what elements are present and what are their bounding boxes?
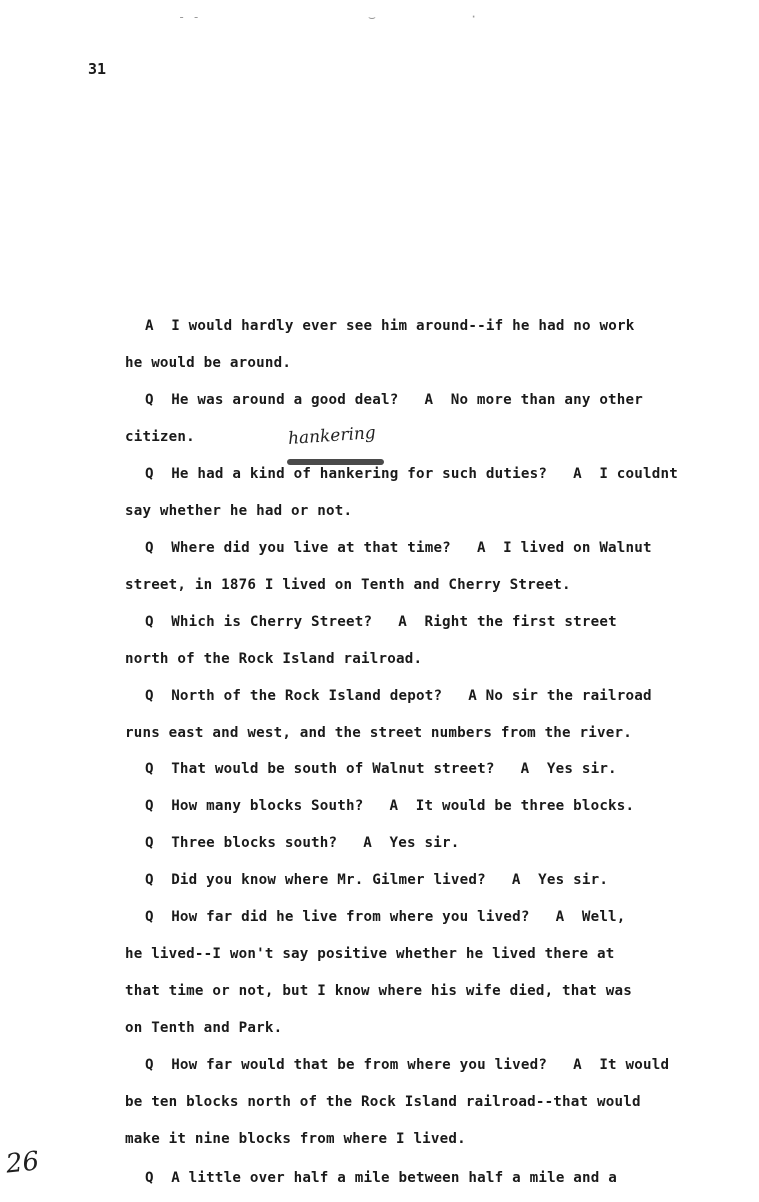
answer-text: A It would: [573, 1057, 670, 1073]
answer-text: he would be around.: [124, 355, 292, 371]
answer-text: A I lived on Walnut: [476, 540, 652, 556]
question-text: Q Where did you live at that time?: [144, 540, 451, 556]
handwritten-margin-note: 26: [4, 1146, 41, 1180]
answer-text: make it nine blocks from where I lived.: [124, 1131, 466, 1147]
question-text: Q That would be south of Walnut street?: [144, 761, 495, 777]
answer-text: runs east and west, and the street numbers from the river.: [124, 725, 632, 741]
answer-text: A I couldnt: [573, 466, 678, 482]
transcript-line: [110, 1154, 617, 1202]
scan-smudge: - -: [178, 10, 200, 24]
answer-text: say whether he had or not.: [124, 503, 353, 519]
question-text: Q How far would that be from where you lived?: [144, 1057, 548, 1073]
answer-text: A No sir the railroad: [468, 688, 652, 704]
question-text: Q Three blocks south?: [144, 835, 338, 851]
scan-smudge: ·: [470, 10, 478, 24]
handwritten-annotation: hankering: [287, 422, 377, 450]
question-text: Q He was around a good deal?: [144, 392, 399, 408]
answer-text: citizen.: [124, 429, 195, 445]
answer-text: A Right the first street: [398, 614, 617, 630]
question-text: Q He had a kind of hankering for such duties?: [144, 466, 548, 482]
question-text: Q How many blocks South?: [144, 798, 364, 814]
answer-text: A I would hardly ever see him around--if he had no work: [144, 318, 635, 334]
answer-text: he lived--I won't say positive whether he lived there at: [124, 946, 615, 962]
answer-text: be ten blocks north of the Rock Island railroad--that would: [124, 1094, 641, 1110]
answer-text: A Yes sir.: [520, 761, 617, 777]
question-text: Q How far did he live from where you lived?: [144, 909, 530, 925]
page-number: 31: [88, 60, 107, 78]
answer-text: that time or not, but I know where his wife died, that was: [124, 983, 632, 999]
question-text: Q North of the Rock Island depot?: [144, 688, 443, 704]
answer-text: north of the Rock Island railroad.: [124, 651, 423, 667]
answer-text: A No more than any other: [424, 392, 644, 408]
answer-text: A Yes sir.: [511, 872, 609, 888]
question-text: Q Did you know where Mr. Gilmer lived?: [144, 872, 486, 888]
answer-text: on Tenth and Park.: [124, 1020, 283, 1036]
answer-text: A It would be three blocks.: [389, 798, 635, 814]
answer-text: A Well,: [555, 909, 626, 925]
scan-smudge: ⌣: [368, 10, 376, 24]
question-text: Q A little over half a mile between half a mile and a: [144, 1170, 618, 1186]
answer-text: A Yes sir.: [363, 835, 460, 851]
answer-text: street, in 1876 I lived on Tenth and Cherry Street.: [124, 577, 571, 593]
question-text: Q Which is Cherry Street?: [144, 614, 373, 630]
